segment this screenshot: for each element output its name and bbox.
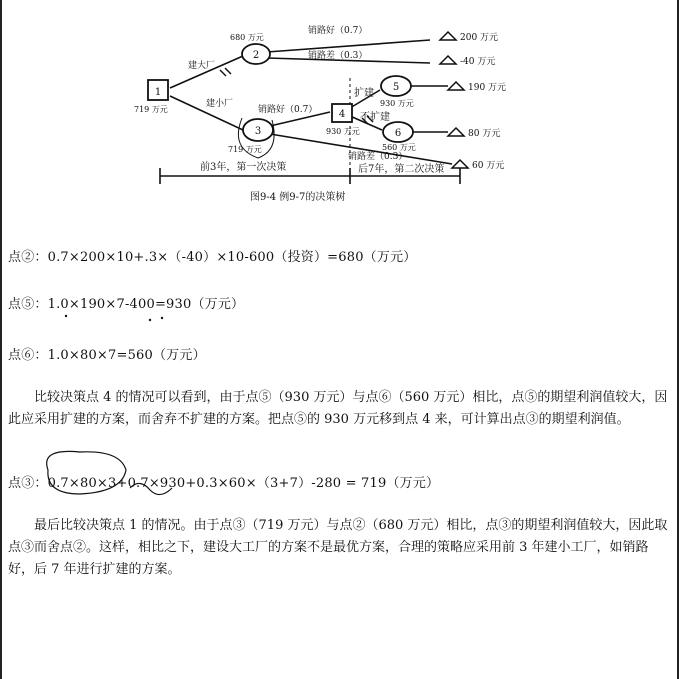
payoff-value-2: -40 万元 — [460, 57, 496, 67]
branch-label-expand: 扩建 — [354, 88, 374, 99]
sales-bad-top-label: 销路差（0.3） — [308, 51, 368, 61]
period-second-label: 后7年，第二次决策 — [358, 164, 445, 175]
payoff-triangle-4 — [448, 128, 464, 136]
payoff-value-1: 200 万元 — [460, 33, 499, 43]
branch-label-big-plant: 建大厂 — [188, 61, 216, 71]
page-border-right — [677, 0, 679, 679]
payoff-triangle-2 — [440, 56, 456, 64]
payoff-value-3: 190 万元 — [468, 83, 507, 93]
period-first-label: 前3年，第一次决策 — [200, 162, 287, 173]
paragraph-compare-node-4 — [8, 387, 668, 431]
decision-tree-diagram — [130, 18, 530, 208]
calc-point-5: 点⑤：1.0×190×7-400=930（万元） — [8, 297, 245, 312]
figure-caption: 图9-4 例9-7的决策树 — [250, 192, 346, 203]
node-4-label: 4 — [338, 109, 346, 120]
node-6-label: 6 — [394, 128, 402, 139]
paragraph-compare-node-1-text: 最后比较决策点 1 的情况。由于点③（719 万元）与点②（680 万元）相比，点③的期望利润值较大，因此取点③而舍点②。这样，相比之下，建设大工厂的方案不是最优方案，合理的策略应采用前 3 年建小工厂，如销路好，后 7 年进行扩建的方案。 — [8, 518, 668, 577]
calc-point-3: 点③：0.7×80×3+0.7×930+0.3×60×（3+7）-280 = 719（万元） — [8, 476, 440, 491]
sales-bad-mid-label: 销路差（0.3） — [348, 152, 408, 162]
node-5-label: 5 — [392, 82, 400, 93]
calc-point-2: 点②：0.7×200×10+.3×（-40）×10-600（投资）=680（万元） — [8, 250, 417, 265]
page-border-left — [0, 0, 2, 679]
calc-point-6: 点⑥：1.0×80×7=560（万元） — [8, 348, 206, 363]
node-2-label: 2 — [252, 50, 260, 61]
node-1-label: 1 — [154, 87, 162, 98]
payoff-triangle-3 — [448, 82, 464, 90]
sales-good-top-label: 销路好（0.7） — [308, 26, 368, 36]
paragraph-compare-node-4-text: 比较决策点 4 的情况可以看到，由于点⑤（930 万元）与点⑥（560 万元）相比，点⑤的期望利润值较大，因此应采用扩建的方案，而舍弃不扩建的方案。把点⑤的 930 万元移到点 4 来，可计算出点③的期望利润值。 — [8, 390, 668, 427]
payoff-value-5: 60 万元 — [472, 161, 505, 171]
node-1-value: 719 万元 — [134, 105, 168, 114]
sales-good-mid-label: 销路好（0.7） — [258, 105, 318, 115]
node-3-value: 719 万元 — [228, 145, 262, 154]
branch-label-small-plant: 建小厂 — [206, 99, 234, 109]
node-4-value: 930 万元 — [326, 127, 360, 136]
node-3-label: 3 — [254, 126, 262, 137]
payoff-triangle-1 — [440, 32, 456, 40]
payoff-triangle-5 — [452, 160, 468, 168]
node-6-value: 560 万元 — [382, 143, 416, 152]
node-2-value: 680 万元 — [230, 33, 264, 42]
paragraph-compare-node-1 — [8, 515, 668, 581]
node-5-value: 930 万元 — [380, 99, 414, 108]
payoff-value-4: 80 万元 — [468, 129, 501, 139]
branch-label-no-expand: 不扩建 — [360, 112, 390, 123]
